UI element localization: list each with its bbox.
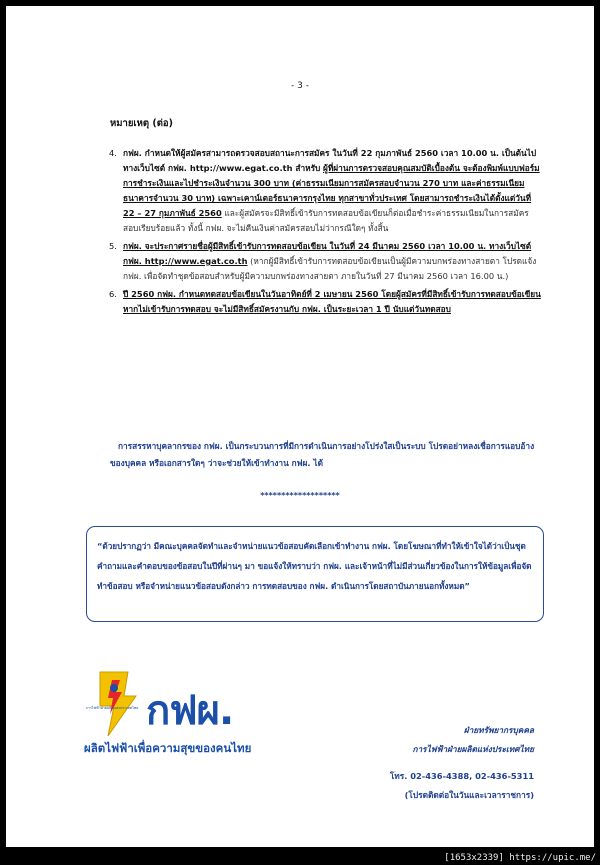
- transparency-paragraph: การสรรหาบุคลากรของ กฟผ. เป็นกระบวนการที่มีการดำเนินการอย่างโปร่งใสเป็นระบบ โปรดอย่าหลงเชื่อการแอบอ้างของบุคคล หรือเอกสารใดๆ ว่าจะช่วยให้เข้าทำงาน กฟผ. ได้: [110, 441, 535, 468]
- contact-hours: (โปรดติดต่อในวันและเวลาราชการ): [404, 790, 534, 800]
- item-number: 5.: [109, 241, 117, 251]
- item-number: 6.: [109, 289, 117, 299]
- logo-wordmark: กฟผ.: [146, 688, 234, 734]
- note-item-6: [109, 287, 541, 317]
- item-text: และผู้สมัครจะมีสิทธิ์เข้ารับการทดสอบข้อเขียนก็ต่อเมื่อชำระค่าธรรมเนียมในการสมัครสอบเรียบร้อยแล้ว ทั้งนี้ กฟผ. จะไม่คืนเงินค่าสมัครสอบไม่ว่ากรณีใดๆ ทั้งสิ้น: [123, 208, 529, 233]
- separator-stars: *******************: [260, 491, 340, 500]
- egat-logo: [84, 666, 294, 761]
- contact-block: [390, 721, 534, 805]
- document-page: [6, 6, 594, 847]
- image-size-label: [1653x2339] https://upic.me/: [444, 853, 596, 863]
- item-text-bold: กฟผ. กำหนดให้ผู้สมัครสามารถตรวจสอบสถานะการสมัคร ในวันที่ 22 กุมภาพันธ์ 2560 เวลา 10.00 น. เป็นต้นไป ทางเว็บไซต์ กฟผ. http://www.egat.co.th สำหรับ: [123, 148, 537, 173]
- note-item-5: [109, 239, 541, 284]
- egat-emblem-icon: [86, 666, 142, 738]
- note-item-4: [109, 146, 541, 236]
- section-heading: หมายเหตุ (ต่อ): [110, 118, 173, 129]
- item-text-underlined: ปี 2560 กฟผ. กำหนดทดสอบข้อเขียนในวันอาทิตย์ที่ 2 เมษายน 2560 โดยผู้สมัครที่มีสิทธิ์เข้ารับการทดสอบข้อเขียน หากไม่เข้ารับการทดสอบ จะไม่มีสิทธิ์สมัครงานกับ กฟผ. เป็นระยะเวลา 1 ปี นับแต่วันทดสอบ: [123, 289, 541, 314]
- page-number: - 3 -: [291, 81, 309, 91]
- note-items: [109, 146, 541, 320]
- item-number: 4.: [109, 148, 117, 158]
- contact-organization: การไฟฟ้าฝ่ายผลิตแห่งประเทศไทย: [412, 744, 534, 754]
- warning-notice-box: “ด้วยปรากฏว่า มีคณะบุคคลจัดทำและจำหน่ายแนวข้อสอบคัดเลือกเข้าทำงาน กฟผ. โดยโฆษณาที่ทำให้เข้าใจได้ว่าเป็นชุดคำถามและคำตอบของข้อสอบในปีที่ผ่านๆ มา ขอแจ้งให้ทราบว่า กฟผ. และเจ้าหน้าที่ไม่มีส่วนเกี่ยวข้องในการให้ข้อมูลเพื่อจัดทำข้อสอบ หรือจำหน่ายแนวข้อสอบดังกล่าว การทดสอบของ กฟผ. ดำเนินการโดยสถาบันภายนอกทั้งหมด”: [86, 526, 544, 622]
- contact-phone: โทร. 02-436-4388, 02-436-5311: [389, 771, 534, 781]
- logo-org-name: การไฟฟ้าฝ่ายผลิตแห่งประเทศไทย: [85, 706, 139, 710]
- logo-tagline: ผลิตไฟฟ้าเพื่อความสุขของคนไทย: [84, 741, 252, 755]
- item-text-underlined: กฟผ. จะประกาศรายชื่อผู้มีสิทธิ์เข้ารับการทดสอบข้อเขียน ในวันที่ 24 มีนาคม 2560 เวลา 10.00 น. ทางเว็บไซต์ กฟผ. http://www.egat.co.th: [123, 241, 532, 266]
- contact-department: ฝ่ายทรัพยากรบุคคล: [463, 725, 534, 735]
- item-text: (หากผู้มีสิทธิ์เข้ารับการทดสอบข้อเขียนเป็นผู้มีความบกพร่องทางสายตา โปรดแจ้ง กฟผ. เพื่อจัดทำชุดข้อสอบสำหรับผู้มีความบกพร่องทางสายตา ภายในวันที่ 27 มีนาคม 2560 เวลา 16.00 น.): [123, 256, 537, 281]
- item-text-underlined: ผู้ที่ผ่านการตรวจสอบคุณสมบัติเบื้องต้น จะต้องพิมพ์แบบฟอร์มการชำระเงินและไปชำระเงินจำนวน 300 บาท (ค่าธรรมเนียมการสมัครสอบจำนวน 270 บาท และค่าธรรมเนียมธนาคารจำนวน 30 บาท) เฉพาะเคาน์เตอร์ธนาคารกรุงไทย ทุกสาขาทั่วประเทศ โดยสามารถชำระเงินได้ตั้งแต่วันที่ 22 – 27 กุมภาพันธ์ 2560: [123, 163, 540, 218]
